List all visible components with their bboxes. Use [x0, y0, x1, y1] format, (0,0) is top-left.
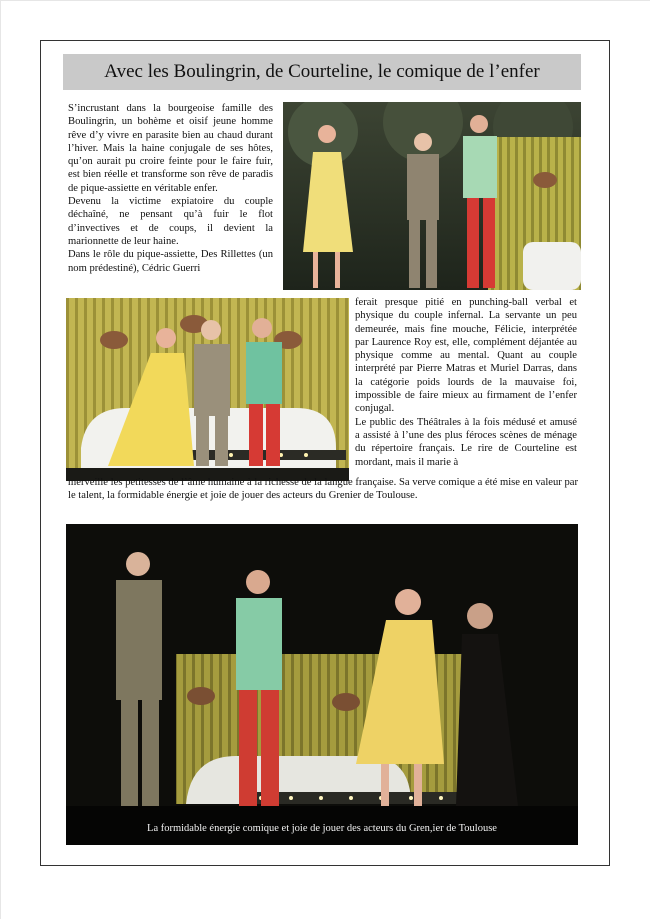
text-column-left [68, 102, 273, 275]
stage-photo-2 [66, 298, 349, 481]
paragraph: ferait presque pitié en punching-ball verbal et physique du couple infernal. La servante un peu demeurée, mais fine mouche, Félicie, interprétée par Laurence Roy est, elle, complément déjantée au physique comme au mental. Quant au couple interprété par Pierre Matras et Muriel Darras, dans la catégorie poids lourds de la mauvaise foi, impossible de faire mieux au firmament de l’enfer conjugal. [355, 297, 577, 415]
paragraph: merveille les petitesses de l’âme humaine à la richesse de la langue française. Sa verve comique a été mise en valeur par le talent, la formidable énergie et joie de jouer des acteurs du Grenier de Toulouse. [68, 477, 578, 502]
article-title: Avec les Boulingrin, de Courteline, le comique de l’enfer [63, 54, 581, 90]
paragraph: Devenu la victime expiatoire du couple déchaîné, ne pensant qu’à fuir le flot d’invectives et de coups, il devient la marionnette de leur haine. [68, 196, 273, 247]
stage-photo-1 [283, 102, 581, 290]
curtain-call-photo [66, 524, 578, 845]
photo-caption: La formidable énergie comique et joie de jouer des acteurs du Gren,ier de Toulouse [147, 823, 497, 834]
page-left-edge [0, 0, 1, 919]
stage-photo-2-image [66, 298, 349, 481]
paragraph: Le public des Théâtrales à la fois médusé et amusé a assisté à l’une des plus féroces scènes de ménage du répertoire français. Le rire de Courteline est mordant, mais il marie à [355, 416, 577, 468]
stage-photo-1-image [283, 102, 581, 290]
text-column-right [355, 296, 577, 469]
page-top-edge [0, 0, 650, 1]
curtain-call-photo-image [66, 524, 578, 845]
paragraph: Dans le rôle du pique-assiette, Des Rillettes (un nom prédestiné), Cédric Guerri [68, 249, 273, 274]
text-full-width [68, 476, 578, 503]
paragraph: S’incrustant dans la bourgeoise famille des Boulingrin, un bohème et oisif jeune homme rêve d’y vivre en parasite bien au chaud durant l’hiver. Mais la haine conjugale de ses hôtes, qu’on aurait pu croire feinte pour le faire fuir, est bien réelle et transforme son rêve de paradis de pique-assiette en véritable enfer. [68, 103, 273, 194]
